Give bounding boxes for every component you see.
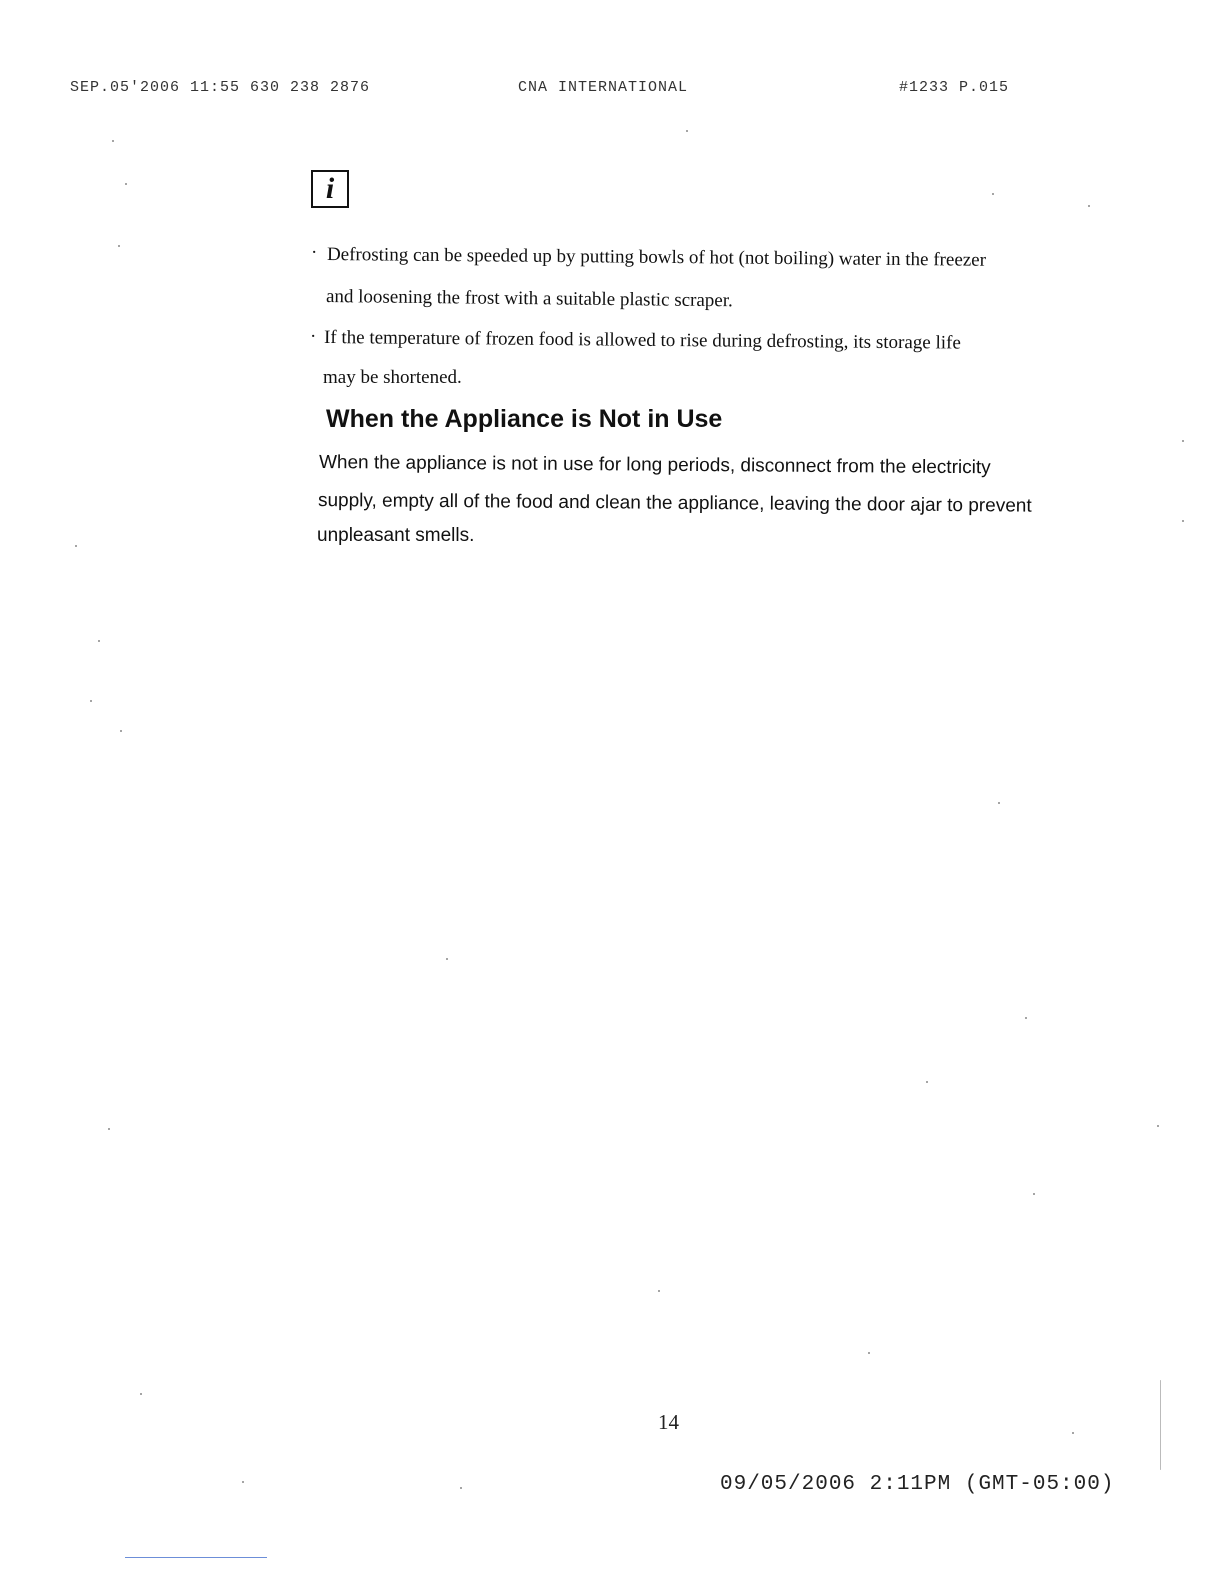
scan-speck [118,245,120,247]
info-icon: i [311,170,349,208]
scan-speck [998,802,1000,804]
footer-divider [125,1557,267,1558]
scan-speck [1033,1193,1035,1195]
page-number: 14 [658,1410,679,1434]
scan-speck [686,130,688,132]
bullet-mark: · [311,242,318,263]
scan-speck [1025,1017,1027,1019]
scan-edge-mark [1160,1380,1161,1470]
paragraph-line-2: supply, empty all of the food and clean the appliance, leaving the door ajar to prevent [317,490,1032,517]
fax-header [0,79,1224,99]
bullet-mark: · [310,326,317,347]
paragraph-line-1: When the appliance is not in use for long periods, disconnect from the electricity [318,452,991,479]
scan-speck [1072,1432,1074,1434]
scan-speck [108,1128,110,1130]
scan-speck [1182,520,1184,522]
scan-speck [868,1352,870,1354]
scan-speck [98,640,100,642]
scan-speck [446,958,448,960]
fax-header-sender: SEP.05'2006 11:55 630 238 2876 [70,79,371,96]
scan-speck [992,193,994,195]
scan-speck [926,1081,928,1083]
bullet-1-line-2: and loosening the frost with a suitable plastic scraper. [325,286,733,312]
scan-speck [1088,205,1090,207]
section-heading: When the Appliance is Not in Use [326,405,723,433]
fax-footer-timestamp: 09/05/2006 2:11PM (GMT-05:00) [720,1473,1115,1496]
bullet-2-line-2: may be shortened. [323,367,462,388]
scan-speck [125,183,127,185]
scan-speck [1157,1125,1159,1127]
scan-speck [460,1487,462,1489]
scan-speck [658,1290,660,1292]
fax-header-page-id: #1233 P.015 [899,79,1010,96]
scan-speck [1182,440,1184,442]
scan-speck [75,545,77,547]
bullet-1-line-1: Defrosting can be speeded up by putting bowls of hot (not boiling) water in the freezer [326,244,987,271]
scan-speck [90,700,92,702]
bullet-2-line-1: If the temperature of frozen food is allowed to rise during defrosting, its storage life [323,327,961,354]
scan-speck [242,1481,244,1483]
scan-speck [120,730,122,732]
fax-header-company: CNA INTERNATIONAL [518,79,689,96]
scan-speck [112,140,114,142]
paragraph-line-3: unpleasant smells. [317,525,475,546]
scan-speck [140,1393,142,1395]
